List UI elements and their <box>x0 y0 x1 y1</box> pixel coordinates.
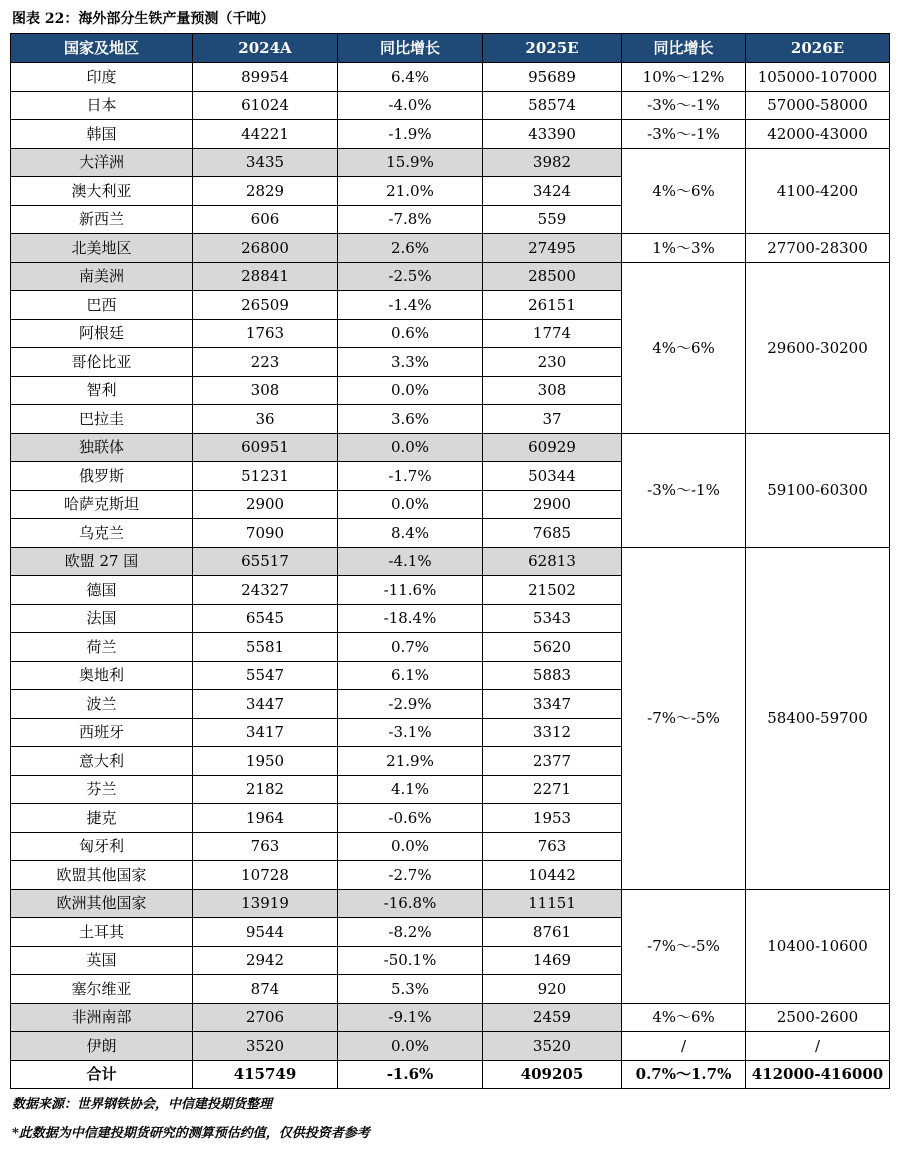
country-cell: 巴拉圭 <box>11 405 193 434</box>
growth-2024-cell: -2.5% <box>338 262 483 291</box>
value-2024-cell: 2900 <box>193 490 338 519</box>
value-2024-cell: 13919 <box>193 889 338 918</box>
column-header: 2025E <box>483 34 622 63</box>
country-cell: 匈牙利 <box>11 832 193 861</box>
growth-2024-cell: -50.1% <box>338 946 483 975</box>
value-2024-cell: 28841 <box>193 262 338 291</box>
value-2024-cell: 6545 <box>193 604 338 633</box>
value-2024-cell: 606 <box>193 205 338 234</box>
table-row <box>11 120 890 149</box>
growth-2024-cell: 0.0% <box>338 490 483 519</box>
value-2024-cell: 1964 <box>193 804 338 833</box>
growth-2025-cell: / <box>622 1032 746 1061</box>
country-cell: 欧盟其他国家 <box>11 861 193 890</box>
growth-2024-cell: 21.9% <box>338 747 483 776</box>
growth-2024-cell: 8.4% <box>338 519 483 548</box>
country-cell: 塞尔维亚 <box>11 975 193 1004</box>
region-row <box>11 1003 890 1032</box>
value-2025-cell: 5883 <box>483 661 622 690</box>
value-2026-cell: 59100-60300 <box>746 433 890 547</box>
country-cell: 土耳其 <box>11 918 193 947</box>
table-title: 图表 22：海外部分生铁产量预测（千吨） <box>12 11 275 27</box>
value-2025-cell: 27495 <box>483 234 622 263</box>
value-2026-cell: 42000-43000 <box>746 120 890 149</box>
growth-2024-cell: -3.1% <box>338 718 483 747</box>
value-2025-cell: 763 <box>483 832 622 861</box>
growth-2024-cell: 3.6% <box>338 405 483 434</box>
country-cell: 奥地利 <box>11 661 193 690</box>
value-2026-cell: 4100-4200 <box>746 148 890 234</box>
country-cell: 伊朗 <box>11 1032 193 1061</box>
growth-2025-cell: 10%～12% <box>622 63 746 92</box>
growth-2024-cell: -7.8% <box>338 205 483 234</box>
region-row <box>11 148 890 177</box>
total-row <box>11 1060 890 1089</box>
value-2025-cell: 5343 <box>483 604 622 633</box>
region-row <box>11 547 890 576</box>
total-g2025-cell: 0.7%～1.7% <box>622 1060 746 1089</box>
value-2025-cell: 920 <box>483 975 622 1004</box>
value-2026-cell: 10400-10600 <box>746 889 890 1003</box>
growth-2025-cell: 4%～6% <box>622 1003 746 1032</box>
total-v2024-cell: 415749 <box>193 1060 338 1089</box>
value-2024-cell: 3417 <box>193 718 338 747</box>
growth-2025-cell: -7%～-5% <box>622 547 746 889</box>
value-2024-cell: 308 <box>193 376 338 405</box>
country-cell: 日本 <box>11 91 193 120</box>
value-2024-cell: 26800 <box>193 234 338 263</box>
region-row <box>11 1032 890 1061</box>
growth-2024-cell: 6.1% <box>338 661 483 690</box>
table-row <box>11 63 890 92</box>
value-2025-cell: 2271 <box>483 775 622 804</box>
region-row <box>11 262 890 291</box>
growth-2024-cell: 2.6% <box>338 234 483 263</box>
value-2024-cell: 3520 <box>193 1032 338 1061</box>
column-header: 同比增长 <box>338 34 483 63</box>
country-cell: 阿根廷 <box>11 319 193 348</box>
value-2025-cell: 1469 <box>483 946 622 975</box>
growth-2025-cell: 1%～3% <box>622 234 746 263</box>
growth-2024-cell: -2.7% <box>338 861 483 890</box>
growth-2024-cell: -1.9% <box>338 120 483 149</box>
country-cell: 韩国 <box>11 120 193 149</box>
value-2024-cell: 1950 <box>193 747 338 776</box>
value-2024-cell: 89954 <box>193 63 338 92</box>
forecast-table-container <box>10 33 889 1089</box>
value-2025-cell: 2900 <box>483 490 622 519</box>
value-2024-cell: 1763 <box>193 319 338 348</box>
region-row <box>11 889 890 918</box>
region-row <box>11 234 890 263</box>
growth-2024-cell: -9.1% <box>338 1003 483 1032</box>
country-cell: 哥伦比亚 <box>11 348 193 377</box>
country-cell: 北美地区 <box>11 234 193 263</box>
value-2024-cell: 10728 <box>193 861 338 890</box>
value-2026-cell: 2500-2600 <box>746 1003 890 1032</box>
growth-2024-cell: 0.0% <box>338 433 483 462</box>
data-source-note: 数据来源：世界钢铁协会，中信建投期货整理 <box>12 1097 273 1112</box>
growth-2024-cell: 0.7% <box>338 633 483 662</box>
value-2024-cell: 5581 <box>193 633 338 662</box>
value-2024-cell: 2182 <box>193 775 338 804</box>
country-cell: 乌克兰 <box>11 519 193 548</box>
value-2025-cell: 559 <box>483 205 622 234</box>
value-2024-cell: 3435 <box>193 148 338 177</box>
growth-2025-cell: 4%～6% <box>622 262 746 433</box>
total-v2026-cell: 412000-416000 <box>746 1060 890 1089</box>
value-2024-cell: 24327 <box>193 576 338 605</box>
value-2024-cell: 65517 <box>193 547 338 576</box>
value-2025-cell: 37 <box>483 405 622 434</box>
value-2025-cell: 60929 <box>483 433 622 462</box>
value-2024-cell: 51231 <box>193 462 338 491</box>
growth-2024-cell: -18.4% <box>338 604 483 633</box>
value-2025-cell: 50344 <box>483 462 622 491</box>
header-row <box>11 34 890 63</box>
value-2026-cell: 57000-58000 <box>746 91 890 120</box>
growth-2024-cell: -8.2% <box>338 918 483 947</box>
total-g2024-cell: -1.6% <box>338 1060 483 1089</box>
value-2025-cell: 21502 <box>483 576 622 605</box>
country-cell: 智利 <box>11 376 193 405</box>
value-2025-cell: 28500 <box>483 262 622 291</box>
growth-2024-cell: 3.3% <box>338 348 483 377</box>
country-cell: 捷克 <box>11 804 193 833</box>
value-2025-cell: 308 <box>483 376 622 405</box>
value-2025-cell: 7685 <box>483 519 622 548</box>
growth-2025-cell: 4%～6% <box>622 148 746 234</box>
total-name-cell: 合计 <box>11 1060 193 1089</box>
region-row <box>11 433 890 462</box>
growth-2024-cell: -4.1% <box>338 547 483 576</box>
pig-iron-forecast-table <box>10 33 890 1089</box>
value-2025-cell: 3520 <box>483 1032 622 1061</box>
country-cell: 欧洲其他国家 <box>11 889 193 918</box>
value-2024-cell: 3447 <box>193 690 338 719</box>
growth-2024-cell: -11.6% <box>338 576 483 605</box>
country-cell: 独联体 <box>11 433 193 462</box>
value-2024-cell: 9544 <box>193 918 338 947</box>
value-2026-cell: 27700-28300 <box>746 234 890 263</box>
growth-2024-cell: 0.0% <box>338 832 483 861</box>
growth-2025-cell: -3%～-1% <box>622 433 746 547</box>
value-2026-cell: 58400-59700 <box>746 547 890 889</box>
value-2025-cell: 1774 <box>483 319 622 348</box>
value-2024-cell: 26509 <box>193 291 338 320</box>
value-2025-cell: 26151 <box>483 291 622 320</box>
country-cell: 波兰 <box>11 690 193 719</box>
country-cell: 澳大利亚 <box>11 177 193 206</box>
growth-2024-cell: -16.8% <box>338 889 483 918</box>
country-cell: 欧盟 27 国 <box>11 547 193 576</box>
growth-2024-cell: 5.3% <box>338 975 483 1004</box>
value-2024-cell: 763 <box>193 832 338 861</box>
value-2025-cell: 2459 <box>483 1003 622 1032</box>
column-header: 2026E <box>746 34 890 63</box>
growth-2024-cell: -0.6% <box>338 804 483 833</box>
country-cell: 芬兰 <box>11 775 193 804</box>
value-2024-cell: 7090 <box>193 519 338 548</box>
value-2024-cell: 2942 <box>193 946 338 975</box>
growth-2024-cell: 21.0% <box>338 177 483 206</box>
value-2025-cell: 2377 <box>483 747 622 776</box>
value-2026-cell: / <box>746 1032 890 1061</box>
country-cell: 俄罗斯 <box>11 462 193 491</box>
country-cell: 德国 <box>11 576 193 605</box>
value-2024-cell: 60951 <box>193 433 338 462</box>
value-2025-cell: 43390 <box>483 120 622 149</box>
value-2025-cell: 3424 <box>483 177 622 206</box>
country-cell: 哈萨克斯坦 <box>11 490 193 519</box>
value-2025-cell: 1953 <box>483 804 622 833</box>
value-2025-cell: 3347 <box>483 690 622 719</box>
column-header: 国家及地区 <box>11 34 193 63</box>
value-2025-cell: 58574 <box>483 91 622 120</box>
value-2026-cell: 105000-107000 <box>746 63 890 92</box>
growth-2025-cell: -3%～-1% <box>622 91 746 120</box>
value-2024-cell: 874 <box>193 975 338 1004</box>
growth-2024-cell: 4.1% <box>338 775 483 804</box>
country-cell: 西班牙 <box>11 718 193 747</box>
value-2025-cell: 3312 <box>483 718 622 747</box>
value-2025-cell: 95689 <box>483 63 622 92</box>
country-cell: 南美洲 <box>11 262 193 291</box>
country-cell: 大洋洲 <box>11 148 193 177</box>
country-cell: 新西兰 <box>11 205 193 234</box>
value-2026-cell: 29600-30200 <box>746 262 890 433</box>
growth-2025-cell: -7%～-5% <box>622 889 746 1003</box>
value-2025-cell: 230 <box>483 348 622 377</box>
value-2024-cell: 61024 <box>193 91 338 120</box>
value-2024-cell: 5547 <box>193 661 338 690</box>
growth-2024-cell: 0.0% <box>338 376 483 405</box>
value-2024-cell: 2829 <box>193 177 338 206</box>
growth-2024-cell: -4.0% <box>338 91 483 120</box>
value-2024-cell: 36 <box>193 405 338 434</box>
country-cell: 法国 <box>11 604 193 633</box>
country-cell: 非洲南部 <box>11 1003 193 1032</box>
growth-2024-cell: 15.9% <box>338 148 483 177</box>
value-2025-cell: 3982 <box>483 148 622 177</box>
value-2025-cell: 10442 <box>483 861 622 890</box>
growth-2024-cell: 6.4% <box>338 63 483 92</box>
growth-2024-cell: -2.9% <box>338 690 483 719</box>
value-2025-cell: 11151 <box>483 889 622 918</box>
growth-2024-cell: 0.6% <box>338 319 483 348</box>
growth-2025-cell: -3%～-1% <box>622 120 746 149</box>
country-cell: 意大利 <box>11 747 193 776</box>
table-row <box>11 91 890 120</box>
country-cell: 英国 <box>11 946 193 975</box>
disclaimer-note: *此数据为中信建投期货研究的测算预估约值，仅供投资者参考 <box>12 1126 370 1141</box>
growth-2024-cell: 0.0% <box>338 1032 483 1061</box>
value-2025-cell: 5620 <box>483 633 622 662</box>
value-2024-cell: 2706 <box>193 1003 338 1032</box>
column-header: 2024A <box>193 34 338 63</box>
country-cell: 荷兰 <box>11 633 193 662</box>
country-cell: 印度 <box>11 63 193 92</box>
country-cell: 巴西 <box>11 291 193 320</box>
value-2024-cell: 223 <box>193 348 338 377</box>
growth-2024-cell: -1.4% <box>338 291 483 320</box>
column-header: 同比增长 <box>622 34 746 63</box>
value-2025-cell: 8761 <box>483 918 622 947</box>
total-v2025-cell: 409205 <box>483 1060 622 1089</box>
value-2025-cell: 62813 <box>483 547 622 576</box>
value-2024-cell: 44221 <box>193 120 338 149</box>
growth-2024-cell: -1.7% <box>338 462 483 491</box>
